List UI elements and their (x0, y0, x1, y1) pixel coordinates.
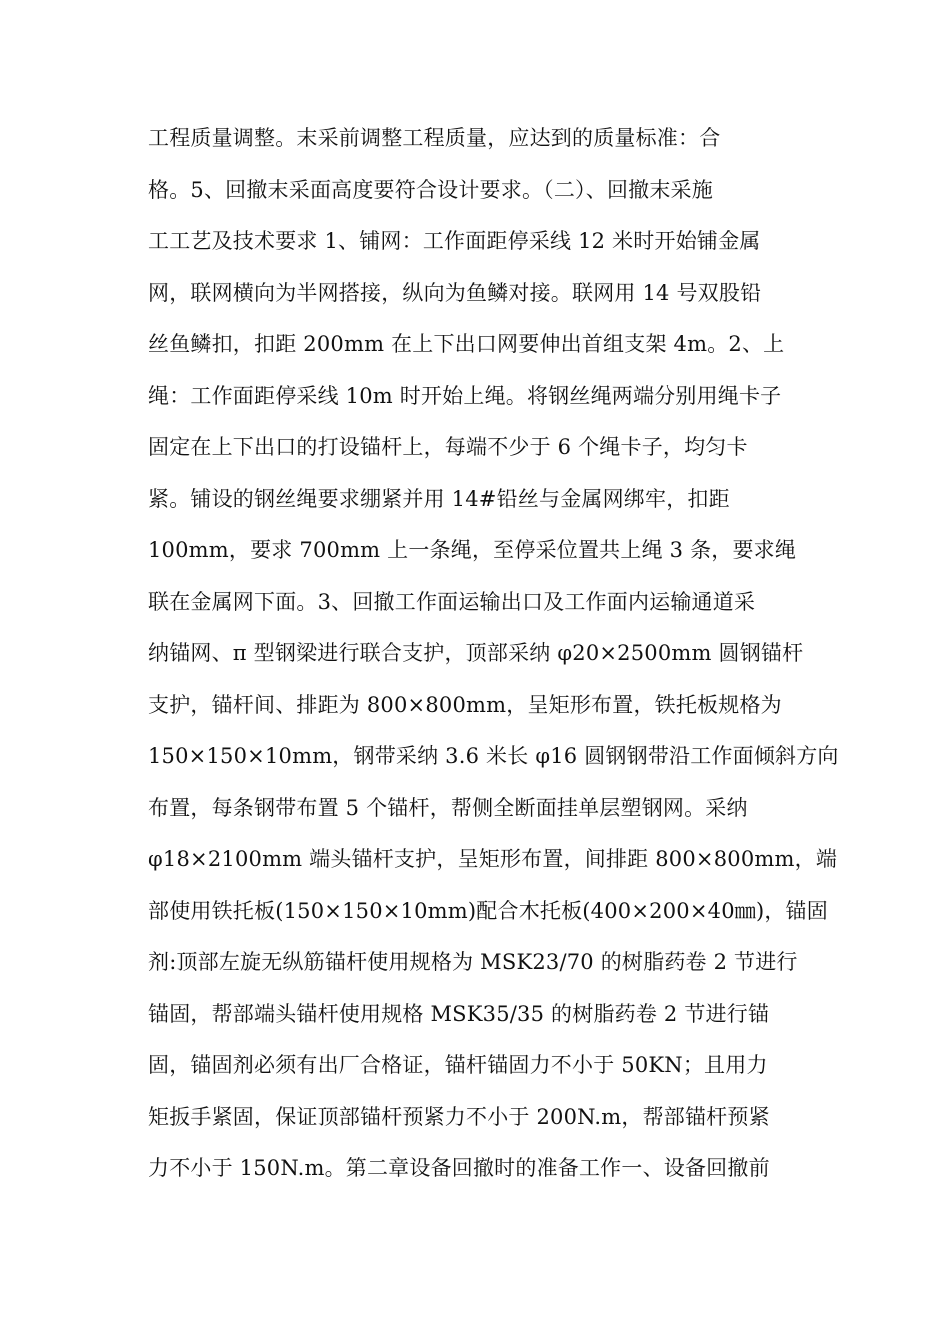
text-line: 工工艺及技术要求 1、铺网：工作面距停采线 12 米时开始铺金属 (148, 229, 761, 253)
text-line: 固，锚固剂必须有出厂合格证，锚杆锚固力不小于 50KN；且用力 (148, 1053, 768, 1077)
text-line: φ18×2100mm 端头锚杆支护，呈矩形布置，间排距 800×800mm，端 (148, 847, 838, 871)
text-line: 布置，每条钢带布置 5 个锚杆，帮侧全断面挂单层塑钢网。采纳 (148, 795, 748, 820)
text-line: 部使用铁托板(150×150×10mm)配合木托板(400×200×40㎜)，锚固 (148, 898, 828, 923)
text-line: 网，联网横向为半网搭接，纵向为鱼鳞对接。联网用 14 号双股铅 (148, 280, 762, 305)
body-text (148, 121, 839, 1203)
text-line: 矩扳手紧固，保证顶部锚杆预紧力不小于 200N.m，帮部锚杆预紧 (148, 1104, 770, 1129)
text-line: 固定在上下出口的打设锚杆上，每端不少于 6 个绳卡子，均匀卡 (148, 435, 748, 459)
text-line: 联在金属网下面。3、回撤工作面运输出口及工作面内运输通道采 (148, 589, 756, 614)
text-line: 格。5、回撤末采面高度要符合设计要求。（二）、回撤末采施 (148, 177, 713, 202)
text-line: 绳：工作面距停采线 10m 时开始上绳。将钢丝绳两端分别用绳卡子 (148, 383, 782, 408)
text-line: 锚固，帮部端头锚杆使用规格 MSK35/35 的树脂药卷 2 节进行锚 (148, 1001, 770, 1026)
text-line: 纳锚网、π 型钢梁进行联合支护，顶部采纳 φ20×2500mm 圆钢锚杆 (148, 641, 804, 665)
text-line: 丝鱼鳞扣，扣距 200mm 在上下出口网要伸出首组支架 4m。2、上 (148, 332, 785, 356)
text-line: 100mm，要求 700mm 上一条绳，至停采位置共上绳 3 条，要求绳 (148, 538, 797, 562)
text-line: 工程质量调整。末采前调整工程质量，应达到的质量标准：合 (148, 126, 721, 150)
text-line: 支护，锚杆间、排距为 800×800mm，呈矩形布置，铁托板规格为 (148, 692, 782, 717)
text-line: 150×150×10mm，钢带采纳 3.6 米长 φ16 圆钢钢带沿工作面倾斜方向 (148, 744, 839, 768)
text-line: 剂:顶部左旋无纵筋锚杆使用规格为 MSK23/70 的树脂药卷 2 节进行 (148, 950, 798, 974)
text-line: 紧。铺设的钢丝绳要求绷紧并用 14#铅丝与金属网绑牢，扣距 (148, 486, 730, 511)
text-line: 力不小于 150N.m。第二章设备回撤时的准备工作一、设备回撤前 (148, 1156, 770, 1180)
